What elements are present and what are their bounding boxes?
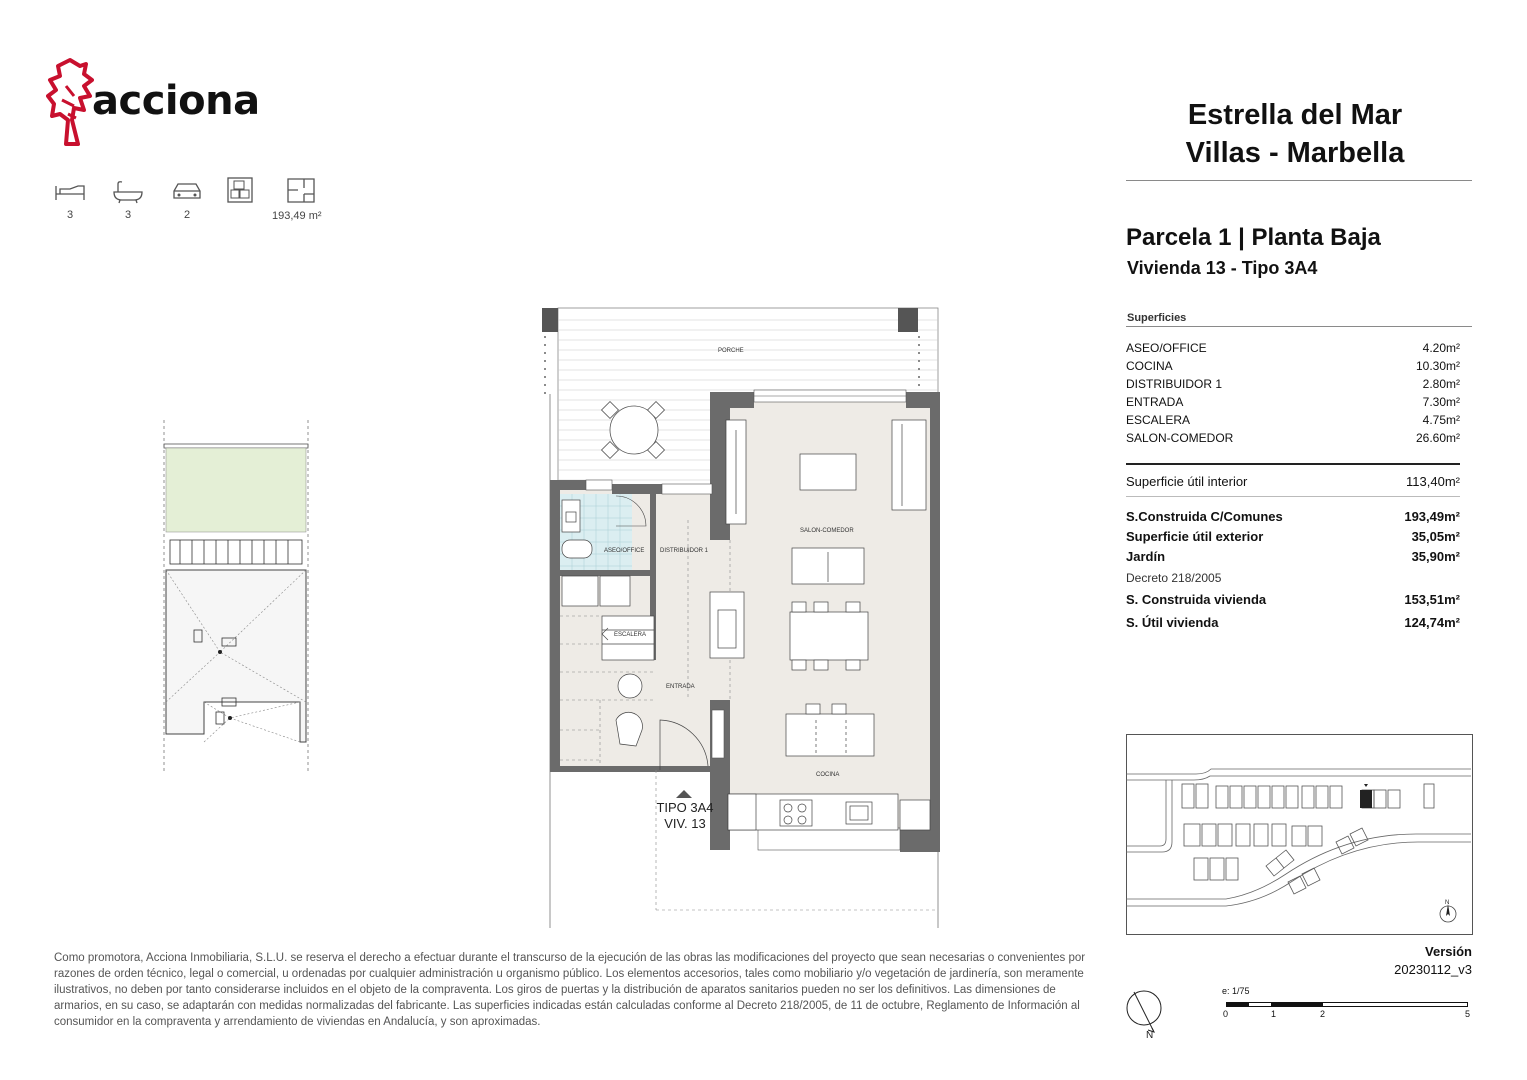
util-interior-row <box>1126 474 1460 489</box>
jardin-label: Jardín <box>1126 549 1166 564</box>
project-title-line1: Estrella del Mar <box>1187 99 1403 131</box>
room-row <box>1126 431 1460 449</box>
label-aseo: ASEO/OFFICE <box>604 548 645 554</box>
tipo-label-line2: VIV. 13 <box>664 816 706 831</box>
jardin-row <box>1126 549 1460 564</box>
scale-segment-4 <box>1322 1002 1468 1007</box>
bath-icon <box>108 176 148 204</box>
parcel-heading: Parcela 1 | Planta Baja <box>1126 224 1381 251</box>
area-value: 193,49 m² <box>272 210 322 222</box>
bedrooms-count: 3 <box>66 209 74 221</box>
room-value: 10.30m² <box>1415 359 1460 373</box>
room-row <box>1126 395 1460 413</box>
label-entrada: ENTRADA <box>666 684 695 690</box>
bathrooms-count: 3 <box>124 209 132 221</box>
scale-tick: 2 <box>1320 1009 1326 1019</box>
room-row <box>1126 341 1460 359</box>
decreto-label: Decreto 218/2005 <box>1126 571 1222 585</box>
scale-segment-1 <box>1226 1002 1248 1007</box>
construida-vivienda-row <box>1126 592 1460 607</box>
feature-bathrooms <box>108 176 148 221</box>
room-value: 7.30m² <box>1422 395 1460 409</box>
room-name: COCINA <box>1126 359 1173 373</box>
room-row <box>1126 377 1460 395</box>
label-porche: PORCHE <box>718 348 744 354</box>
util-vivienda-value: 124,74m² <box>1404 615 1460 630</box>
parking-count: 2 <box>183 209 191 221</box>
util-vivienda-row <box>1126 615 1460 630</box>
feature-bar <box>50 176 350 226</box>
room-surfaces-list <box>1126 341 1460 449</box>
scale-segment-3 <box>1272 1002 1322 1007</box>
construida-comunes-row <box>1126 509 1460 524</box>
label-distribuidor: DISTRIBUIDOR 1 <box>660 548 709 554</box>
room-name: ASEO/OFFICE <box>1126 341 1207 355</box>
acciona-tree-icon <box>46 56 94 146</box>
scale-label: e: 1/75 <box>1222 986 1250 996</box>
svg-text:N: N <box>1445 900 1450 906</box>
north-label: N <box>1146 1030 1154 1041</box>
scale-tick: 5 <box>1465 1009 1471 1019</box>
room-name: DISTRIBUIDOR 1 <box>1126 377 1223 391</box>
room-value: 4.20m² <box>1422 341 1460 355</box>
feature-storage <box>220 176 260 209</box>
scale-segment-2 <box>1248 1002 1272 1007</box>
util-vivienda-label: S. Útil vivienda <box>1126 615 1219 630</box>
storage-icon <box>220 176 260 204</box>
util-interior-value: 113,40m² <box>1406 474 1460 489</box>
feature-area <box>272 176 322 222</box>
tipo-label-line1: TIPO 3A4 <box>656 800 714 815</box>
util-interior-label: Superficie útil interior <box>1126 474 1248 489</box>
garden-area <box>166 448 306 532</box>
scale-tick: 0 <box>1223 1009 1229 1019</box>
scale-tick: 1 <box>1271 1009 1277 1019</box>
construida-comunes-value: 193,49m² <box>1404 509 1460 524</box>
vivienda-heading: Vivienda 13 - Tipo 3A4 <box>1127 258 1318 278</box>
util-exterior-row <box>1126 529 1460 544</box>
version-value: 20230112_v3 <box>1394 962 1472 977</box>
feature-parking <box>167 176 207 221</box>
room-value: 26.60m² <box>1415 431 1460 445</box>
util-divider <box>1126 496 1460 497</box>
totals-divider <box>1126 463 1460 465</box>
brand-logo <box>46 56 266 146</box>
project-title-line2: Villas - Marbella <box>1185 137 1405 169</box>
construida-comunes-label: S.Construida C/Comunes <box>1126 509 1283 524</box>
util-exterior-value: 35,05m² <box>1411 529 1460 544</box>
room-row <box>1126 413 1460 431</box>
floorplan-icon <box>280 176 320 204</box>
bed-icon <box>50 176 90 204</box>
construida-vivienda-value: 153,51m² <box>1404 592 1460 607</box>
room-row <box>1126 359 1460 377</box>
label-cocina: COCINA <box>816 772 840 778</box>
site-key-plan <box>1126 734 1473 935</box>
garden-roof-plan <box>160 420 312 774</box>
floor-plan <box>540 300 950 930</box>
room-name: ESCALERA <box>1126 413 1191 427</box>
label-escalera: ESCALERA <box>614 632 647 638</box>
title-divider <box>1126 180 1472 181</box>
scale-bar <box>1218 986 1478 1022</box>
car-icon <box>167 176 207 204</box>
surfaces-divider <box>1126 326 1472 327</box>
entrance-arrow-icon <box>676 790 692 798</box>
room-value: 2.80m² <box>1422 377 1460 391</box>
surfaces-heading: Superficies <box>1127 312 1187 324</box>
room-name: SALON-COMEDOR <box>1126 431 1234 445</box>
room-value: 4.75m² <box>1422 413 1460 427</box>
jardin-value: 35,90m² <box>1411 549 1460 564</box>
version-label: Versión <box>1425 944 1472 959</box>
label-salon: SALON-COMEDOR <box>800 528 854 534</box>
brand-name: acciona <box>92 78 260 124</box>
util-exterior-label: Superficie útil exterior <box>1126 529 1264 544</box>
construida-vivienda-label: S. Construida vivienda <box>1126 592 1267 607</box>
legal-disclaimer: Como promotora, Acciona Inmobiliaria, S.L.U. se reserva el derecho a efectuar durante el transcurso de la ejecución de las obras las modificaciones del proyecto que sean necesarias o convenientes por razones de orden técnico, legal o comercial, u ordenadas por cualquier administración u organismo público. Los elementos accesorios, tales como mobiliario y/o vegetación de jardinería, son meramente ilustrativos, no deben por tanto considerarse incluidos en el objeto de la compraventa. Los giros de puertas y la distribución de aparatos sanitarios pueden no ser los definitivos. Las dimensiones de armarios, en su caso, se adaptarán con medidas normalizadas del fabricante. Las superficies indicadas están calculadas conforme al Decreto 218/2005, de 11 de octubre, Reglamento de Información al consumidor en la compraventa y arrendamiento de viviendas en Andalucía, y son aproximadas. <box>54 952 1086 1028</box>
room-name: ENTRADA <box>1126 395 1184 409</box>
patio-table <box>602 402 665 459</box>
feature-bedrooms <box>50 176 90 221</box>
